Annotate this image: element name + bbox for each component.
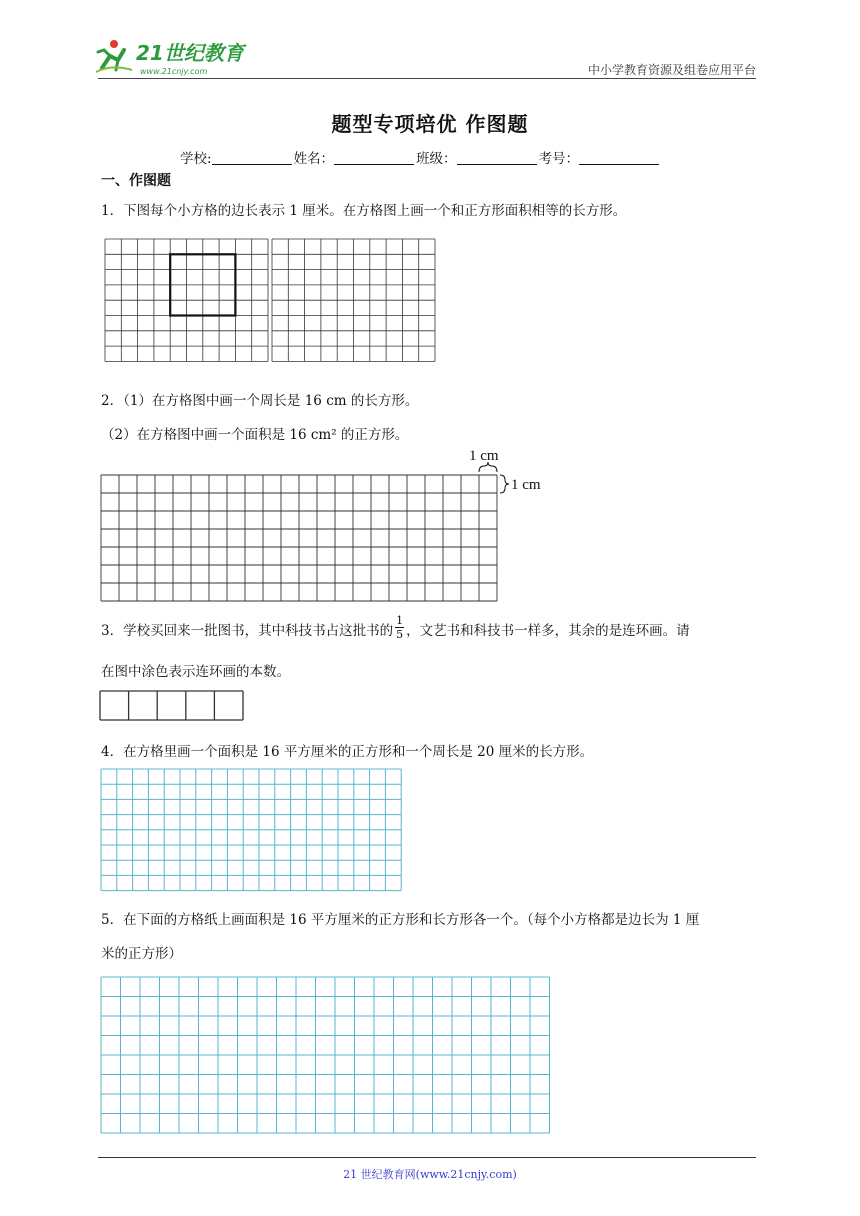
- question-5-line2: 米的正方形）: [101, 946, 182, 962]
- id-blank: [579, 152, 659, 165]
- site-logo: [92, 34, 272, 78]
- question-5-grid: [100, 976, 552, 1134]
- page-title: 题型专项培优 作图题: [331, 112, 529, 136]
- question-4-grid: [100, 768, 406, 892]
- side-unit-label: 1 cm: [511, 477, 541, 493]
- section-title: 一、作图题: [101, 173, 171, 189]
- class-blank: [457, 152, 537, 165]
- question-5-line1: 5．在下面的方格纸上画面积是 16 平方厘米的正方形和长方形各一个。（每个小方格都是边长为 1 厘: [101, 912, 700, 928]
- footer-text: 21 世纪教育网(www.21cnjy.com): [343, 1168, 517, 1181]
- footer-divider: [98, 1157, 756, 1158]
- fraction-numerator: 1: [396, 614, 404, 627]
- logo-text: 21世纪教育: [136, 41, 244, 65]
- question-3-line2: 在图中涂色表示连环画的本数。: [101, 664, 290, 680]
- header-divider: [98, 78, 756, 79]
- question-3-part1: 3．学校买回来一批图书，其中科技书占这批书的: [101, 623, 394, 639]
- question-3-text: [101, 614, 690, 645]
- question-3-boxes: [99, 690, 245, 722]
- question-2-part2-text: （2）在方格图中画一个面积是 16 cm² 的正方形。: [101, 427, 409, 443]
- five-boxes: [100, 691, 243, 720]
- grid-22x7: [101, 475, 497, 601]
- blue-grid-23x8: [101, 977, 550, 1133]
- student-info-line: [180, 147, 661, 167]
- name-blank: [334, 152, 414, 165]
- fraction-one-fifth: [395, 614, 404, 641]
- right-grid: [272, 239, 435, 361]
- blue-grid-19x8: [101, 769, 401, 891]
- school-label: 学校:: [180, 151, 212, 167]
- question-3-part2: ，文艺书和科技书一样多，其余的是连环画。请: [406, 623, 690, 639]
- fraction-denominator: 5: [396, 628, 404, 641]
- site-name: 中小学教育资源及组卷应用平台: [587, 63, 756, 77]
- class-label: 班级：: [416, 151, 457, 167]
- runner-logo-icon: [92, 34, 272, 78]
- side-brace: [500, 475, 509, 493]
- top-unit-label: 1 cm: [469, 448, 499, 464]
- question-2-grid: [100, 448, 560, 604]
- question-4-text: 4．在方格里画一个面积是 16 平方厘米的正方形和一个周长是 20 厘米的长方形。: [101, 744, 594, 760]
- question-2-part1-text: 2．（1）在方格图中画一个周长是 16 cm 的长方形。: [101, 393, 419, 409]
- logo-url: www.21cnjy.com: [140, 67, 208, 76]
- name-label: 姓名：: [293, 151, 335, 167]
- question-1-grid: [104, 238, 439, 364]
- question-1-text: 1．下图每个小方格的边长表示 1 厘米。在方格图上画一个和正方形面积相等的长方形。: [101, 203, 627, 219]
- id-label: 考号：: [538, 151, 580, 167]
- school-blank: [212, 152, 292, 165]
- left-grid: [105, 239, 268, 361]
